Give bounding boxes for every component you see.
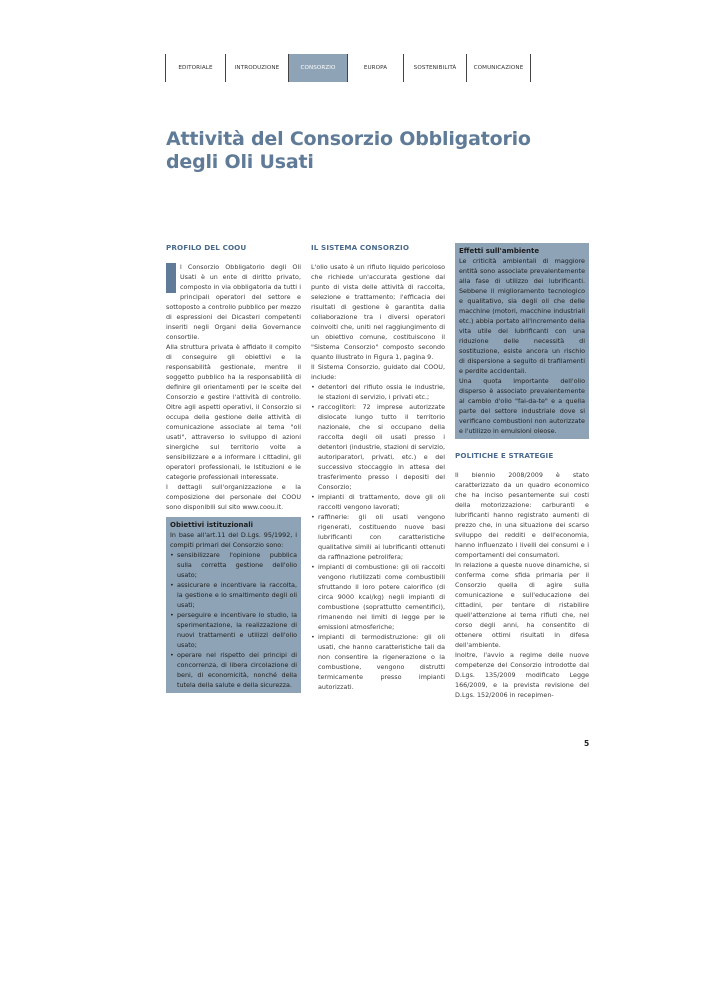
list-item: • sensibilizzare l'opinione pubblica sulla corretta gestione dell'olio usato;: [170, 550, 297, 580]
page-title-line-2: degli Oli Usati: [166, 151, 314, 173]
paragraph-olio-usato: L'olio usato è un rifiuto liquido pericoloso che richiede un'accurata gestione dal punto di vista delle attività di raccolta, selezione e trattamento; l'efficacia dei risultati di gestione è garantita dalla collaborazione tra i diversi operatori coinvolti che, uniti nel raggiungimento di un obiettivo comune, costituiscono il "Sistema Consorzio" composto secondo quanto illustrato in Figura 1, pagina 9.: [311, 263, 445, 361]
paragraph-competenze: Inoltre, l'avvio a regime delle nuove competenze del Consorzio introdotte dal D.Lgs. 135/2009 modificato Legge 166/2009, e la prevista revisione del D.Lgs. 152/2006 in recepimen-: [455, 651, 589, 699]
paragraph-include: Il Sistema Consorzio, guidato dal COOU, include:: [311, 363, 445, 381]
section-navigation: [165, 54, 531, 82]
column-effetti: [455, 243, 589, 700]
list-item: • operare nel rispetto dei principi di concorrenza, di libera circolazione di beni, di economicità, nonché della tutela della salute e della sicurezza.: [170, 650, 297, 690]
list-obiettivi: [170, 550, 297, 690]
box-paragraph-criticita: Le criticità ambientali di maggiore entità sono associate prevalentemente alla fase di utilizzo dei lubrificanti. Sebbene il miglioramento tecnologico e qualitativo, sia degli oli che delle macchine (motori, macchine industriali etc.) abbia portato all'incremento della vita utile dei lubrificanti con una riduzione delle necessità di sostituzione, esiste ancora un rischio di dispersione a seguito di trafilamenti e perdite accidentali.: [459, 257, 585, 375]
intro-paragraph-block: [166, 262, 301, 342]
list-item: • raccoglitori: 72 imprese autorizzate dislocate lungo tutto il territorio nazionale, che si occupano della raccolta degli oli usati presso i detentori (industrie, stazioni di servizio, autoriparatori, privati, etc.) e del successivo stoccaggio in attesa del trasferimento presso i depositi del Consorzio;: [311, 402, 445, 492]
page-number: 5: [584, 739, 590, 748]
box-title-obiettivi: Obiettivi istituzionali: [170, 521, 254, 529]
nav-tab-sostenibilita[interactable]: SOSTENIBILITÀ: [413, 65, 457, 71]
box-obiettivi-istituzionali: [166, 517, 301, 693]
list-item: • impianti di termodistruzione: gli oli usati, che hanno caratteristiche tali da non consentire la rigenerazione o la combustione, vengono distrutti termicamente presso impianti autorizzati.: [311, 632, 445, 692]
nav-tab-consorzio[interactable]: CONSORZIO: [289, 54, 347, 82]
intro-paragraph: l Consorzio Obbligatorio degli Oli Usati è un ente di diritto privato, composto in via obbligatoria da tutti i principali operatori del settore e sottoposto a controllo pubblico per mezzo di espressioni dei Dicasteri competenti inseriti negli Organi della Governance consortile.: [166, 263, 301, 341]
paragraph-struttura: Alla struttura privata è affidato il compito di conseguire gli obiettivi e la responsabilità gestionale, mentre il soggetto pubblico ha la responsabilità di definire gli orientamenti per le scelte del Consorzio e gestire l'attività di controllo. Oltre agli aspetti operativi, il Consorzio si occupa della gestione delle attività di comunicazione associate al tema "oli usati", attraverso lo sviluppo di azioni sinergiche sul territorio volte a sensibilizzare e a informare i cittadini, gli operatori professionali, le Istituzioni e le categorie professionali interessate.: [166, 343, 301, 481]
page-title: [166, 128, 586, 174]
box-paragraph-quota: Una quota importante dell'olio disperso è associato prevalentemente al cambio d'olio "fai-da-te" e a quella parte del settore industriale dove si verificano combustioni non autorizzate e l'utilizzo in emulsioni oleose.: [459, 377, 585, 435]
nav-tab-editoriale[interactable]: EDITORIALE: [178, 65, 213, 71]
list-item: • raffinerie: gli oli usati vengono rigenerati, costituendo nuove basi lubrificanti con caratteristiche qualitative simili ai lubrificanti ottenuti da raffinazione petrolifera;: [311, 512, 445, 562]
column-profilo: [166, 243, 301, 693]
list-sistema-consorzio: [311, 382, 445, 692]
section-header-politiche: POLITICHE E STRATEGIE: [455, 451, 554, 460]
nav-tab-europa[interactable]: EUROPA: [363, 65, 388, 71]
list-item: • impianti di combustione: gli oli raccolti vengono riutilizzati come combustibili sfruttando il loro potere calorifico (di circa 9000 kcal/kg) negli impianti di combustione (soprattutto cementifici), rimanendo nei limiti di legge per le emissioni atmosferiche;: [311, 562, 445, 632]
box-effetti-ambiente: [455, 243, 589, 439]
column-sistema: [311, 243, 445, 692]
list-item: • detentori del rifiuto ossia le industrie, le stazioni di servizio, i privati etc.;: [311, 382, 445, 402]
paragraph-dinamiche: In relazione a queste nuove dinamiche, si conferma come sfida primaria per il Consorzio quella di agire sulla comunicazione e sull'educazione dei cittadini, per tentare di ristabilire quell'attenzione al tema rifiuti che, nel corso degli anni, ha consentito di ottenere ottimi risultati in difesa dell'ambiente.: [455, 561, 589, 649]
drop-cap: [166, 263, 176, 293]
box-title-effetti: Effetti sull'ambiente: [459, 247, 540, 255]
nav-divider: [530, 54, 531, 82]
nav-tab-comunicazione[interactable]: COMUNICAZIONE: [473, 65, 524, 71]
list-item: • assicurare e incentivare la raccolta, la gestione e lo smaltimento degli oli usati;: [170, 580, 297, 610]
paragraph-biennio: Il biennio 2008/2009 è stato caratterizzato da un quadro economico che ha inciso pesantemente sui costi della motorizzazione: carburanti e lubrificanti hanno registrato aumenti di prezzo che, in una situazione dei scarso sviluppo dei redditi e dell'economia, hanno influenzato i livelli dei consumi e i comportamenti dei consumatori.: [455, 471, 589, 559]
section-header-profilo: PROFILO DEL COOU: [166, 243, 247, 252]
nav-tab-introduzione[interactable]: INTRODUZIONE: [234, 65, 280, 71]
box-intro-obiettivi: In base all'art.11 del D.Lgs. 95/1992, i compiti primari del Consorzio sono:: [170, 531, 297, 549]
list-item: • impianti di trattamento, dove gli oli raccolti vengono lavorati;: [311, 492, 445, 512]
paragraph-dettagli: I dettagli sull'organizzazione e la composizione del personale del COOU sono disponibili sul sito www.coou.it.: [166, 483, 301, 511]
list-item: • perseguire e incentivare lo studio, la sperimentazione, la realizzazione di nuovi trattamenti e utilizzi dell'olio usato;: [170, 610, 297, 650]
section-header-sistema: IL SISTEMA CONSORZIO: [311, 243, 410, 252]
page-title-line-1: Attività del Consorzio Obbligatorio: [166, 128, 531, 150]
